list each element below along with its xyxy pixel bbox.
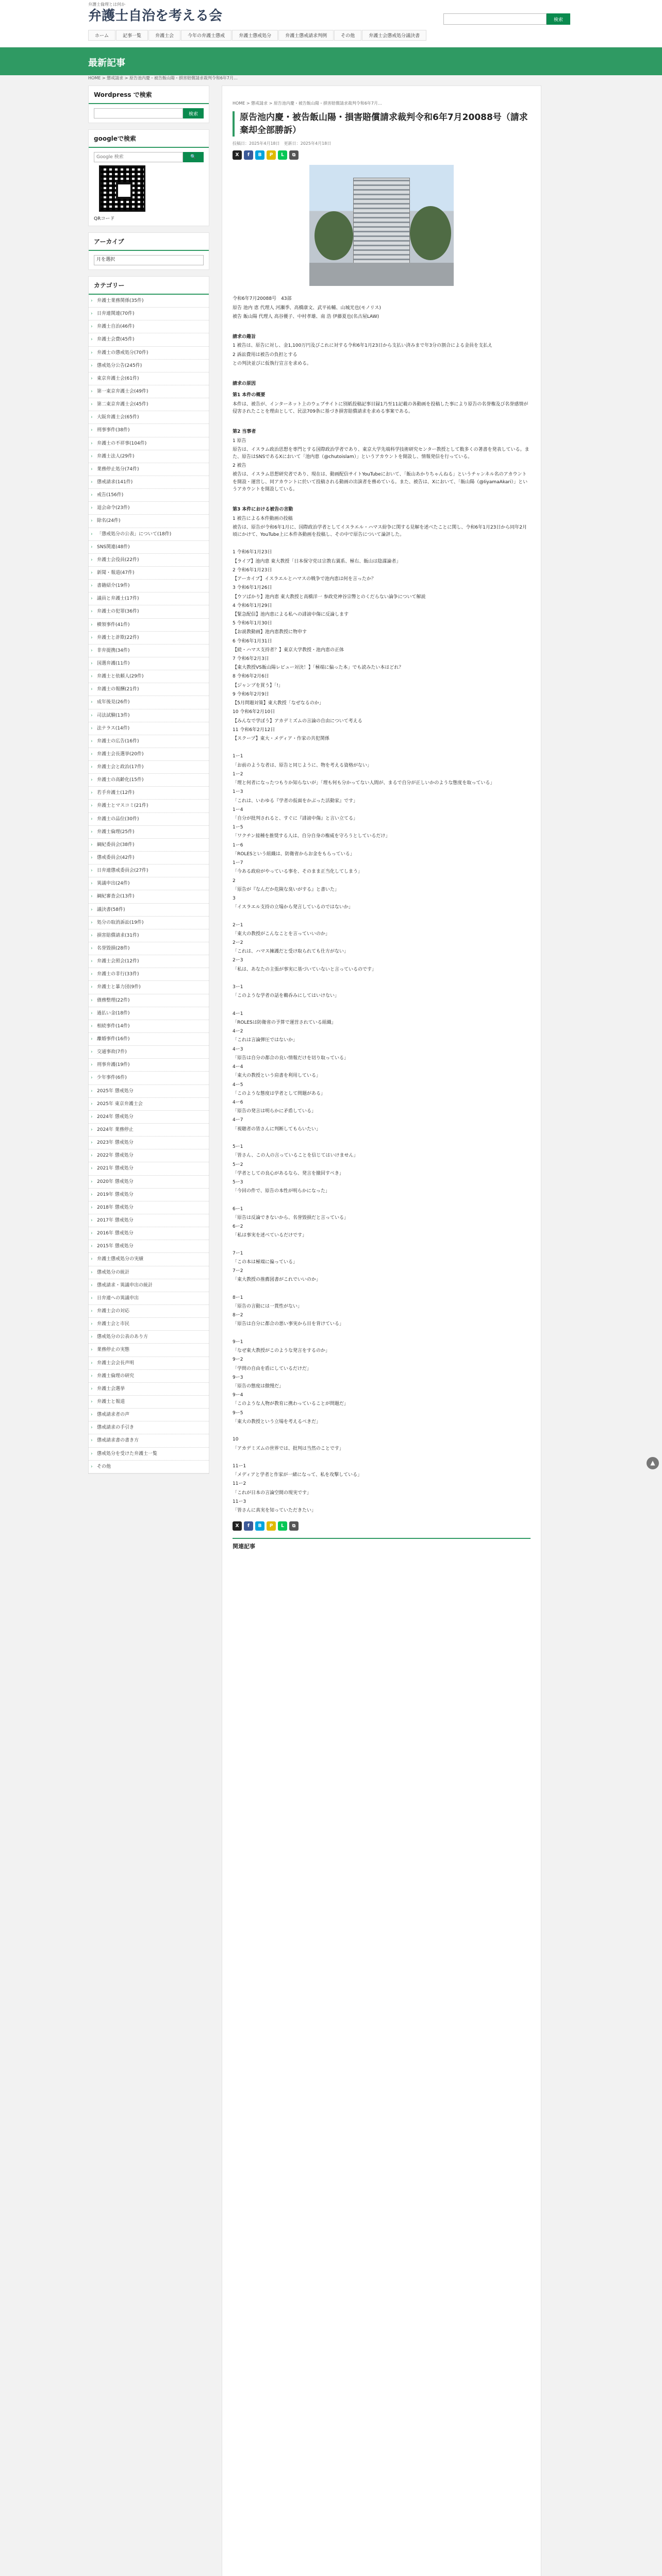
category-item[interactable]: › 懲戒委員会(42件) bbox=[89, 852, 209, 865]
site-header bbox=[0, 0, 662, 47]
category-item[interactable]: › 2015年 懲戒処分 bbox=[89, 1240, 209, 1253]
category-item[interactable]: › 相続事件(14件) bbox=[89, 1020, 209, 1033]
article-paragraph: 1ー1 bbox=[233, 754, 243, 759]
sidebar bbox=[88, 86, 209, 1480]
share-buttons bbox=[233, 150, 531, 160]
nav-item[interactable]: 弁護士会懲戒処分議決書 bbox=[362, 30, 426, 41]
article-paragraph: 本件は、被告が、インターネット上のウェブサイトに別紙投稿記事目録1乃至11記載の各動画を投稿した事により原告の名誉権及び名誉感情が侵害されたことを理由として、民法709条に基づき損害賠償請求を求める事案である。 bbox=[233, 401, 528, 414]
facebook-share-icon[interactable]: f bbox=[244, 1521, 253, 1531]
article-paragraph: 「原告の態度は傲慢だ」 bbox=[233, 1383, 284, 1389]
article-paragraph bbox=[233, 912, 531, 920]
article-paragraph: 【ジャンプを買う】「!」 bbox=[233, 683, 283, 688]
nav-item[interactable]: 弁護士会 bbox=[148, 30, 180, 41]
article-paragraph: 7 令和6年2月3日 bbox=[233, 656, 269, 662]
courthouse-photo bbox=[309, 165, 454, 286]
article-paragraph bbox=[233, 1134, 531, 1142]
article-paragraph: 「ROLESという組織は、防衛省からお金をもらっている」 bbox=[233, 851, 355, 857]
category-item[interactable]: › 弁護士会の対応 bbox=[89, 1305, 209, 1318]
header-search bbox=[443, 13, 570, 25]
article-paragraph: 1ー6 bbox=[233, 842, 243, 848]
category-item[interactable]: › 弁護士の品位(30件) bbox=[89, 813, 209, 826]
article-paragraph: 「ROLESは防衛省の予算で運営されている組織」 bbox=[233, 1020, 336, 1025]
article-paragraph: 被告 飯山陽 代理人 高谷優子、中村孝雄、南 浩 伊藤夏也(名古屋LAW) bbox=[233, 314, 379, 319]
article-paragraph: 4ー5 bbox=[233, 1082, 243, 1088]
category-item[interactable]: › 成年後見(26件) bbox=[89, 696, 209, 709]
category-item[interactable]: › 2019年 懲戒処分 bbox=[89, 1189, 209, 1201]
category-item[interactable]: › 弁護士会照会(12件) bbox=[89, 955, 209, 968]
article-paragraph: 9ー3 bbox=[233, 1375, 243, 1380]
site-title[interactable]: 弁護士自治を考える会 bbox=[88, 8, 223, 24]
article-paragraph: 【ウソばかり】池内恵 東大教授と高橋洋一 参政党神谷宗幣とのくだらない論争について解説 bbox=[233, 594, 426, 600]
category-item[interactable]: › その他 bbox=[89, 1461, 209, 1473]
building-shape bbox=[353, 178, 410, 265]
article-paragraph: 【スクープ】東大・メディア・作家の共犯関係 bbox=[233, 736, 329, 741]
article-paragraph: 8ー1 bbox=[233, 1295, 243, 1300]
widget-title: Wordpress で検索 bbox=[89, 86, 209, 104]
category-item[interactable]: › 弁護士会選挙 bbox=[89, 1383, 209, 1396]
article-paragraph bbox=[233, 744, 531, 751]
category-item[interactable]: › 弁護士会と市民 bbox=[89, 1318, 209, 1331]
article-paragraph bbox=[233, 1330, 531, 1337]
article-paragraph: 4ー6 bbox=[233, 1099, 243, 1105]
article-paragraph: 7ー1 bbox=[233, 1250, 243, 1256]
google-search-widget bbox=[88, 129, 209, 226]
article-paragraph: 「これは、いわゆる『学者の仮面をかぶった活動家』です」 bbox=[233, 798, 358, 804]
header-search-button[interactable]: 検索 bbox=[547, 13, 570, 25]
category-item[interactable]: › 弁護士の不祥事(104件) bbox=[89, 437, 209, 450]
article-paragraph: 11ー3 bbox=[233, 1499, 246, 1504]
category-item[interactable]: › 法テラス(14件) bbox=[89, 722, 209, 735]
article-paragraph: 「原告の発言は明らかに矛盾している」 bbox=[233, 1109, 317, 1114]
category-item[interactable]: › 2022年 懲戒処分 bbox=[89, 1149, 209, 1162]
article-paragraph: 「これは言論弾圧ではないか」 bbox=[233, 1038, 298, 1043]
article-paragraph: 8ー2 bbox=[233, 1313, 243, 1318]
category-item[interactable]: › 2021年 懲戒処分 bbox=[89, 1162, 209, 1175]
article-paragraph: 2 訴訟費用は被告の負担とする bbox=[233, 352, 297, 358]
article-paragraph: 「視聴者の皆さんに判断してもらいたい」 bbox=[233, 1126, 321, 1132]
category-item[interactable]: › 2025年 懲戒処分 bbox=[89, 1085, 209, 1098]
category-item[interactable]: › 弁護士会会長声明 bbox=[89, 1357, 209, 1370]
article-paragraph: 【続・ハマス支持者？】東京大学教授・池内恵の正体 bbox=[233, 647, 344, 653]
category-item[interactable]: › 弁護士の報酬(21件) bbox=[89, 683, 209, 696]
category-item[interactable]: › 弁護士会役員(22件) bbox=[89, 554, 209, 567]
article-paragraph: 「原告が『なんだか危険な臭いがする』と書いた」 bbox=[233, 887, 340, 892]
category-item[interactable]: › 新聞・報道(47件) bbox=[89, 567, 209, 580]
article-paragraph: 原告 池内 恵 代理人 河瀬季、高橋康文、武平祐輔、山城光也(モノリス) bbox=[233, 305, 381, 311]
pocket-share-icon[interactable]: P bbox=[267, 150, 276, 160]
article-paragraph: 「なぜ東大教授がこのような発言をするのか」 bbox=[233, 1348, 330, 1354]
category-item[interactable]: › 業務停止の実態 bbox=[89, 1344, 209, 1357]
category-item[interactable]: › 交通事故(7件) bbox=[89, 1046, 209, 1059]
category-item[interactable]: › 弁護士会費(45件) bbox=[89, 333, 209, 346]
qr-code-image bbox=[99, 165, 145, 212]
article-paragraph: 2ー2 bbox=[233, 940, 243, 946]
nav-item[interactable]: ホーム bbox=[88, 30, 115, 41]
category-item[interactable]: › 弁護士懲戒処分の実績 bbox=[89, 1253, 209, 1266]
article-paragraph bbox=[233, 1196, 531, 1204]
tree-shape bbox=[315, 211, 353, 260]
article-paragraph: 5ー3 bbox=[233, 1179, 243, 1185]
category-item[interactable]: › 2024年 懲戒処分 bbox=[89, 1111, 209, 1124]
article-paragraph: 1 被告は、原告に対し、金1,100万円及びこれに対する令和6年1月23日から支払い済みまで年3分の割合による金員を支払え bbox=[233, 343, 492, 349]
article-paragraph: 4ー7 bbox=[233, 1117, 243, 1123]
category-item[interactable]: › 国選弁護(11件) bbox=[89, 657, 209, 670]
article-paragraph bbox=[233, 417, 531, 424]
article-paragraph: 「このような学者の話を鵜呑みにしてはいけない」 bbox=[233, 993, 340, 999]
article-paragraph: 「原告の言動には一貫性がない」 bbox=[233, 1304, 303, 1309]
article-paragraph: 9 令和6年2月9日 bbox=[233, 691, 269, 697]
article-paragraph: 第2 当事者 bbox=[233, 429, 256, 435]
category-item[interactable]: › 2016年 懲戒処分 bbox=[89, 1227, 209, 1240]
article-paragraph: 6ー2 bbox=[233, 1224, 243, 1230]
category-item[interactable]: › 若手弁護士(12件) bbox=[89, 787, 209, 800]
category-item[interactable]: › 業務停止処分(74件) bbox=[89, 463, 209, 476]
category-item[interactable]: › 書籍紹介(19件) bbox=[89, 580, 209, 592]
article-paragraph: 3 bbox=[233, 895, 236, 901]
article-paragraph: 「私は、あなたの主張が事実に基づいていないと言っているのです」 bbox=[233, 967, 377, 972]
facebook-share-icon[interactable]: f bbox=[244, 150, 253, 160]
article-paragraph: 9ー4 bbox=[233, 1393, 243, 1398]
category-item[interactable]: › 司法試験(13件) bbox=[89, 709, 209, 722]
article-paragraph: 1 被告による本件動画の投稿 bbox=[233, 516, 293, 521]
category-item[interactable]: › 第一東京弁護士会(49件) bbox=[89, 385, 209, 398]
nav-item[interactable]: 今年の弁護士懲戒 bbox=[181, 30, 231, 41]
category-item[interactable]: › 2023年 懲戒処分 bbox=[89, 1137, 209, 1149]
article-paragraph: 2 令和6年1月23日 bbox=[233, 567, 272, 573]
category-item[interactable]: › 「懲戒処分の公表」について(18件) bbox=[89, 528, 209, 541]
article-paragraph: 4ー3 bbox=[233, 1046, 243, 1052]
article-paragraph: 1ー3 bbox=[233, 789, 243, 795]
breadcrumb[interactable]: HOME > 懲戒請求 > 原告池内慶・被告飯山陽・損害賠償請求裁判令和6年7月… bbox=[88, 76, 238, 80]
article-paragraph: 「原告は自分の都合の良い情報だけを切り取っている」 bbox=[233, 1055, 349, 1061]
archive-widget bbox=[88, 232, 209, 270]
article-paragraph: 「メディアと学者と作家が一緒になって、私を攻撃している」 bbox=[233, 1472, 362, 1478]
category-item[interactable]: › 東京弁護士会(61件) bbox=[89, 372, 209, 385]
category-list bbox=[89, 295, 209, 1473]
category-item[interactable]: › 懲戒請求者の声 bbox=[89, 1409, 209, 1421]
article-paragraph: 「このような態度は学者として問題がある」 bbox=[233, 1091, 326, 1096]
pocket-share-icon[interactable]: P bbox=[267, 1521, 276, 1531]
nav-item[interactable]: 弁護士懲戒処分 bbox=[232, 30, 278, 41]
article-paragraph bbox=[233, 1241, 531, 1248]
article-paragraph: 5ー1 bbox=[233, 1144, 243, 1150]
category-item[interactable]: › 2017年 懲戒処分 bbox=[89, 1214, 209, 1227]
article-title: 原告池内慶・被告飯山陽・損害賠償請求裁判令和6年7月20088号（請求棄却全部勝訴） bbox=[233, 111, 531, 137]
hatena-share-icon[interactable]: B bbox=[255, 150, 264, 160]
article-paragraph: 11ー2 bbox=[233, 1481, 246, 1487]
category-item[interactable]: › 2020年 懲戒処分 bbox=[89, 1176, 209, 1189]
article-paragraph bbox=[233, 975, 531, 982]
category-item[interactable]: › 非弁提携(34件) bbox=[89, 645, 209, 657]
category-item[interactable]: › 懲戒処分を受けた弁護士一覧 bbox=[89, 1448, 209, 1461]
article-paragraph bbox=[233, 1427, 531, 1434]
category-item[interactable]: › 戒告(156件) bbox=[89, 489, 209, 502]
category-item[interactable]: › 議決書(58件) bbox=[89, 904, 209, 917]
article-paragraph: 2 bbox=[233, 878, 236, 884]
category-item[interactable]: › 懲戒処分公告(245件) bbox=[89, 360, 209, 372]
article-paragraph: 「皆さん、この人の言っていることを信じてはいけません」 bbox=[233, 1153, 358, 1159]
sidebar-search-button[interactable]: 検索 bbox=[183, 108, 204, 118]
category-item[interactable]: › 処分の取消訴訟(19件) bbox=[89, 917, 209, 929]
article-paragraph: 「お前のような者は、原告と同じように、物を考える資格がない」 bbox=[233, 762, 372, 768]
category-item[interactable]: › 綱紀審査会(13件) bbox=[89, 890, 209, 903]
article-paragraph: 5ー2 bbox=[233, 1162, 243, 1167]
article-paragraph: 【東大教授VS飯山陽レビュー対決！】「極端に偏った本」でも読みたい本はどれ？ bbox=[233, 665, 404, 671]
category-item[interactable]: › 弁護士会長選挙(20件) bbox=[89, 748, 209, 761]
article-paragraph bbox=[233, 540, 531, 547]
article-main bbox=[222, 86, 541, 2576]
category-item[interactable]: › 第二東京弁護士会(45件) bbox=[89, 398, 209, 411]
category-item[interactable]: › 2025年 東京弁護士会 bbox=[89, 1098, 209, 1111]
article-paragraph: 5 令和6年1月30日 bbox=[233, 621, 272, 626]
article-paragraph: 8 令和6年2月6日 bbox=[233, 674, 269, 680]
category-item[interactable]: › 弁護士法人(29件) bbox=[89, 450, 209, 463]
section-banner bbox=[0, 47, 662, 75]
nav-item[interactable]: 記事一覧 bbox=[116, 30, 148, 41]
category-item[interactable]: › 弁護士の非行(33件) bbox=[89, 968, 209, 981]
category-item[interactable]: › 綱紀委員会(38件) bbox=[89, 839, 209, 852]
category-item[interactable]: › 名誉毀損(28件) bbox=[89, 942, 209, 955]
article-paragraph: 「原告は反論できないから、名誉毀損だと言っている」 bbox=[233, 1215, 349, 1221]
article-paragraph: 10 bbox=[233, 1437, 239, 1443]
category-item[interactable]: › 債務整理(22件) bbox=[89, 994, 209, 1007]
category-widget bbox=[88, 276, 209, 1474]
category-item[interactable]: › 弁護士の高齢化(15件) bbox=[89, 774, 209, 787]
category-item[interactable]: › 弁護士と依頼人(29件) bbox=[89, 670, 209, 683]
category-item[interactable]: › 弁護士倫理の研究 bbox=[89, 1370, 209, 1383]
category-item[interactable]: › 弁護士倫理(25件) bbox=[89, 826, 209, 839]
article-paragraph: 【アーカイブ】イスラエルとハマスの戦争で池内恵は何を言ったか？ bbox=[233, 577, 376, 582]
article-paragraph: 「東大の教授という立場を考えるべきだ」 bbox=[233, 1419, 321, 1425]
line-share-icon[interactable]: L bbox=[278, 150, 287, 160]
article-paragraph: 「私は事実を述べているだけです」 bbox=[233, 1233, 307, 1239]
copy-link-icon[interactable]: ⧉ bbox=[289, 1521, 299, 1531]
article-paragraph: 10 令和6年2月10日 bbox=[233, 709, 275, 715]
article-paragraph: 「東大教授の推薦図書がこれでいいのか」 bbox=[233, 1277, 321, 1283]
google-search-button[interactable]: 🔍 bbox=[183, 152, 204, 162]
article-paragraph bbox=[233, 322, 531, 329]
category-item[interactable]: › 懲戒請求(141件) bbox=[89, 476, 209, 489]
google-search-input[interactable] bbox=[94, 152, 183, 162]
article-paragraph: 2ー3 bbox=[233, 958, 243, 963]
category-item[interactable]: › SNS関連(48件) bbox=[89, 541, 209, 554]
article-paragraph: との判決並びに仮執行宣言を求める。 bbox=[233, 361, 312, 366]
category-item[interactable]: › 懲戒処分の統計 bbox=[89, 1266, 209, 1279]
article-paragraph: 「ワクチン接種を推奨する人は、自分自身の権威を守ろうとしているだけ」 bbox=[233, 834, 390, 839]
related-posts-heading: 関連記事 bbox=[233, 1538, 531, 1550]
article-paragraph: 9ー2 bbox=[233, 1357, 243, 1363]
category-item[interactable]: › 日弁連への異議申出 bbox=[89, 1292, 209, 1305]
article-paragraph: 【5月問題対策】東大教授「なぜなるのか」 bbox=[233, 701, 324, 706]
article-paragraph: 7ー2 bbox=[233, 1268, 243, 1274]
category-item[interactable]: › 弁護士と暴力団(9件) bbox=[89, 981, 209, 994]
category-item[interactable]: › 除名(24件) bbox=[89, 515, 209, 528]
category-item[interactable]: › 異議申出(24件) bbox=[89, 877, 209, 890]
article-paragraph: 第3 本件における被告の言動 bbox=[233, 507, 293, 513]
category-item[interactable]: › 弁護士会と政治(17件) bbox=[89, 761, 209, 774]
category-item[interactable]: › 損害賠償請求(31件) bbox=[89, 929, 209, 942]
article-paragraph: 1ー4 bbox=[233, 807, 243, 812]
category-item[interactable]: › 2018年 懲戒処分 bbox=[89, 1201, 209, 1214]
article-paragraph: 1ー5 bbox=[233, 825, 243, 831]
article-paragraph: 1 原告 bbox=[233, 438, 246, 444]
line-share-icon[interactable]: L bbox=[278, 1521, 287, 1531]
category-item[interactable]: › 弁護士と報道 bbox=[89, 1396, 209, 1409]
article-paragraph: 4ー1 bbox=[233, 1011, 243, 1016]
article-paragraph: 「原告は自分に都合の悪い事実から目を背けている」 bbox=[233, 1321, 344, 1327]
article-paragraph: 「理と何者になったつもりか知らないが」「理も何も分かってない人間が、まるで自分が正しいかのような態度を取っている」 bbox=[233, 781, 495, 786]
article-meta: 投稿日：2025年4月18日 更新日：2025年4月18日 bbox=[233, 141, 332, 146]
category-item[interactable]: › 懲戒処分の公表のあり方 bbox=[89, 1331, 209, 1344]
widget-title: アーカイブ bbox=[89, 233, 209, 251]
hatena-share-icon[interactable]: B bbox=[255, 1521, 264, 1531]
article-paragraph: 「このような人物が教育に携わっていることが問題だ」 bbox=[233, 1401, 349, 1407]
global-nav bbox=[88, 30, 573, 42]
article-paragraph: 6ー1 bbox=[233, 1206, 243, 1212]
article-paragraph bbox=[233, 495, 531, 502]
article-paragraph: 「東大の教授がこんなことを言っていいのか」 bbox=[233, 931, 330, 937]
x-share-icon[interactable]: X bbox=[233, 150, 242, 160]
article-paragraph: 「この本は極端に偏っている」 bbox=[233, 1259, 298, 1265]
article-paragraph: 【みんなで学ぼう】アカデミズムの言論の自由について考える bbox=[233, 718, 362, 724]
category-item[interactable]: › 弁護士業務関係(35件) bbox=[89, 295, 209, 308]
article-paragraph: 「今ある政府がやっている事を、そのまま正当化してしまう」 bbox=[233, 869, 363, 875]
article-paragraph: 2ー1 bbox=[233, 922, 243, 928]
article-paragraph: 9ー1 bbox=[233, 1339, 243, 1345]
category-item[interactable]: › 刑事事件(38件) bbox=[89, 424, 209, 437]
article-paragraph bbox=[233, 1454, 531, 1461]
article-paragraph: 1ー2 bbox=[233, 771, 243, 777]
copy-link-icon[interactable]: ⧉ bbox=[289, 150, 299, 160]
category-item[interactable]: › 懲戒請求・異議申出の統計 bbox=[89, 1279, 209, 1292]
tree-shape bbox=[410, 206, 451, 260]
article-body bbox=[233, 295, 531, 1514]
share-buttons-bottom bbox=[233, 1521, 531, 1531]
article-paragraph: 9ー5 bbox=[233, 1410, 243, 1416]
article-paragraph: 3 令和6年1月26日 bbox=[233, 585, 272, 591]
article-paragraph bbox=[233, 369, 531, 376]
article-paragraph: 11 令和6年2月12日 bbox=[233, 727, 275, 733]
article-paragraph: 「学問の自由を盾にしているだけだ」 bbox=[233, 1366, 312, 1371]
article-paragraph: 請求の趣旨 bbox=[233, 334, 256, 340]
article-paragraph: 「アカデミズムの世界では、批判は当然のことです」 bbox=[233, 1446, 344, 1451]
article-paragraph: 1 令和6年1月23日 bbox=[233, 550, 272, 555]
category-item[interactable]: › 日弁連懲戒委員会(27件) bbox=[89, 865, 209, 877]
road-shape bbox=[309, 263, 454, 286]
nav-item[interactable]: 弁護士懲戒請求判例 bbox=[278, 30, 334, 41]
category-item[interactable]: › 大阪弁護士会(65件) bbox=[89, 411, 209, 424]
archive-select[interactable]: 月を選択 bbox=[94, 255, 204, 265]
article-paragraph: 第1 本件の概要 bbox=[233, 393, 266, 398]
category-item[interactable]: › 弁護士自治(46件) bbox=[89, 320, 209, 333]
qr-caption: QRコード bbox=[94, 216, 115, 222]
category-item[interactable]: › 弁護士の犯罪(36件) bbox=[89, 605, 209, 618]
article-paragraph: 「自分が批判されると、すぐに『誹謗中傷』と言い立てる」 bbox=[233, 816, 358, 821]
category-item[interactable]: › 横領事件(41件) bbox=[89, 619, 209, 632]
category-item[interactable]: › 退会命令(23件) bbox=[89, 502, 209, 515]
article-paragraph: 「イスラエル支持の立場から発言しているのではないか」 bbox=[233, 905, 353, 910]
article-breadcrumb[interactable]: HOME > 懲戒請求 > 原告池内慶・被告飯山陽・損害賠償請求裁判令和6年7月… bbox=[233, 101, 383, 106]
scroll-to-top-icon[interactable]: ▲ bbox=[647, 1457, 659, 1469]
category-item[interactable]: › 弁護士の広告(16件) bbox=[89, 735, 209, 748]
article-paragraph: 被告は、イスラム思想研究者であり、現在は、動画配信サイトYouTubeにおいて、「飯山あかりちゃんねる」というチャンネル名のアカウントを開設・運営し、同アカウントに於いて投稿される動画の出演者を務めている。また、被告は、Xにおいて、「飯山陽（@IiyamaAkari）」というアカウントを開設している。 bbox=[233, 472, 528, 492]
article-paragraph: 「これは、ハマス擁護だと受け取られても仕方がない」 bbox=[233, 949, 349, 955]
article-paragraph: 「今回の件で、原告の本性が明らかになった」 bbox=[233, 1189, 330, 1194]
article-paragraph: 令和6年7月20088号 43部 bbox=[233, 296, 292, 302]
article-paragraph: 請求の原因 bbox=[233, 381, 256, 387]
article-paragraph: 4ー2 bbox=[233, 1029, 243, 1035]
article-paragraph: 2 被告 bbox=[233, 463, 246, 469]
widget-title: googleで検索 bbox=[89, 130, 209, 148]
site-tagline: 弁護士倫理とは何か bbox=[88, 2, 125, 7]
category-item[interactable]: › 刑事弁護(19件) bbox=[89, 1059, 209, 1072]
article-paragraph: 【ライブ】池内恵 東大教授「日本保守党は宗教右翼系、極右、飯山は陰謀論者」 bbox=[233, 558, 401, 564]
article-paragraph: 「東大の教授という肩書を利用している」 bbox=[233, 1073, 321, 1079]
article-paragraph: 【緊急配信】池内恵による私への誹謗中傷に反論します bbox=[233, 612, 349, 617]
header-search-input[interactable] bbox=[443, 13, 547, 25]
category-item[interactable]: › 懲戒請求書の書き方 bbox=[89, 1434, 209, 1447]
sidebar-search-input[interactable] bbox=[94, 108, 183, 118]
section-banner-label: 最新記事 bbox=[88, 58, 125, 69]
article-paragraph: 1ー7 bbox=[233, 860, 243, 866]
category-item[interactable]: › 離婚事件(16件) bbox=[89, 1033, 209, 1046]
article-paragraph: 6 令和6年1月31日 bbox=[233, 638, 272, 644]
article-paragraph bbox=[233, 1002, 531, 1009]
category-item[interactable]: › 議員と弁護士(17件) bbox=[89, 592, 209, 605]
category-item[interactable]: › 過払い金(18件) bbox=[89, 1007, 209, 1020]
wordpress-search-widget bbox=[88, 86, 209, 123]
nav-item[interactable]: その他 bbox=[334, 30, 361, 41]
article-paragraph: 被告は、原告が令和6年1月に、国際政治学者としてイスラエル・ハマス紛争に関する見解を述べたことに関し、令和6年1月23日から同年2月頃にかけて、YouTube上に本件各動画を投稿し、その中で原告について論評した。 bbox=[233, 524, 527, 537]
article-paragraph: 【お説教動画】池内恵教授に物申す bbox=[233, 630, 307, 635]
article-paragraph: 4ー4 bbox=[233, 1064, 243, 1070]
x-share-icon[interactable]: X bbox=[233, 1521, 242, 1531]
category-item[interactable]: › 2024年 業務停止 bbox=[89, 1124, 209, 1137]
category-item[interactable]: › 弁護士とマスコミ(21件) bbox=[89, 800, 209, 812]
category-item[interactable]: › 弁護士と詐欺(22件) bbox=[89, 632, 209, 645]
category-item[interactable]: › 弁護士の懲戒処分(70件) bbox=[89, 347, 209, 360]
category-item[interactable]: › 日弁連関連(70件) bbox=[89, 308, 209, 320]
article-paragraph: 4 令和6年1月29日 bbox=[233, 603, 272, 608]
category-item[interactable]: › 少年事件(6件) bbox=[89, 1072, 209, 1084]
article-paragraph bbox=[233, 1285, 531, 1293]
article-paragraph: 「これが日本の言論空間の現実です」 bbox=[233, 1490, 312, 1496]
article-paragraph: 11ー1 bbox=[233, 1463, 246, 1469]
article-paragraph: 「皆さんに真実を知っていただきたい」 bbox=[233, 1508, 317, 1514]
article-paragraph: 3ー1 bbox=[233, 985, 243, 990]
category-item[interactable]: › 懲戒請求の手引き bbox=[89, 1421, 209, 1434]
widget-title: カテゴリー bbox=[89, 277, 209, 295]
article-paragraph: 原告は、イスラム政治思想を専門とする国際政治学者であり、東京大学先端科学技術研究センター教授として数多くの著書を発表している。また、原告はSNSであるXにおいて「池内恵（@chutoislam）」というアカウントを開設し、情報発信を行っている。 bbox=[233, 447, 529, 460]
article-paragraph: 「学者としての良心があるなら、発言を撤回すべき」 bbox=[233, 1171, 344, 1176]
